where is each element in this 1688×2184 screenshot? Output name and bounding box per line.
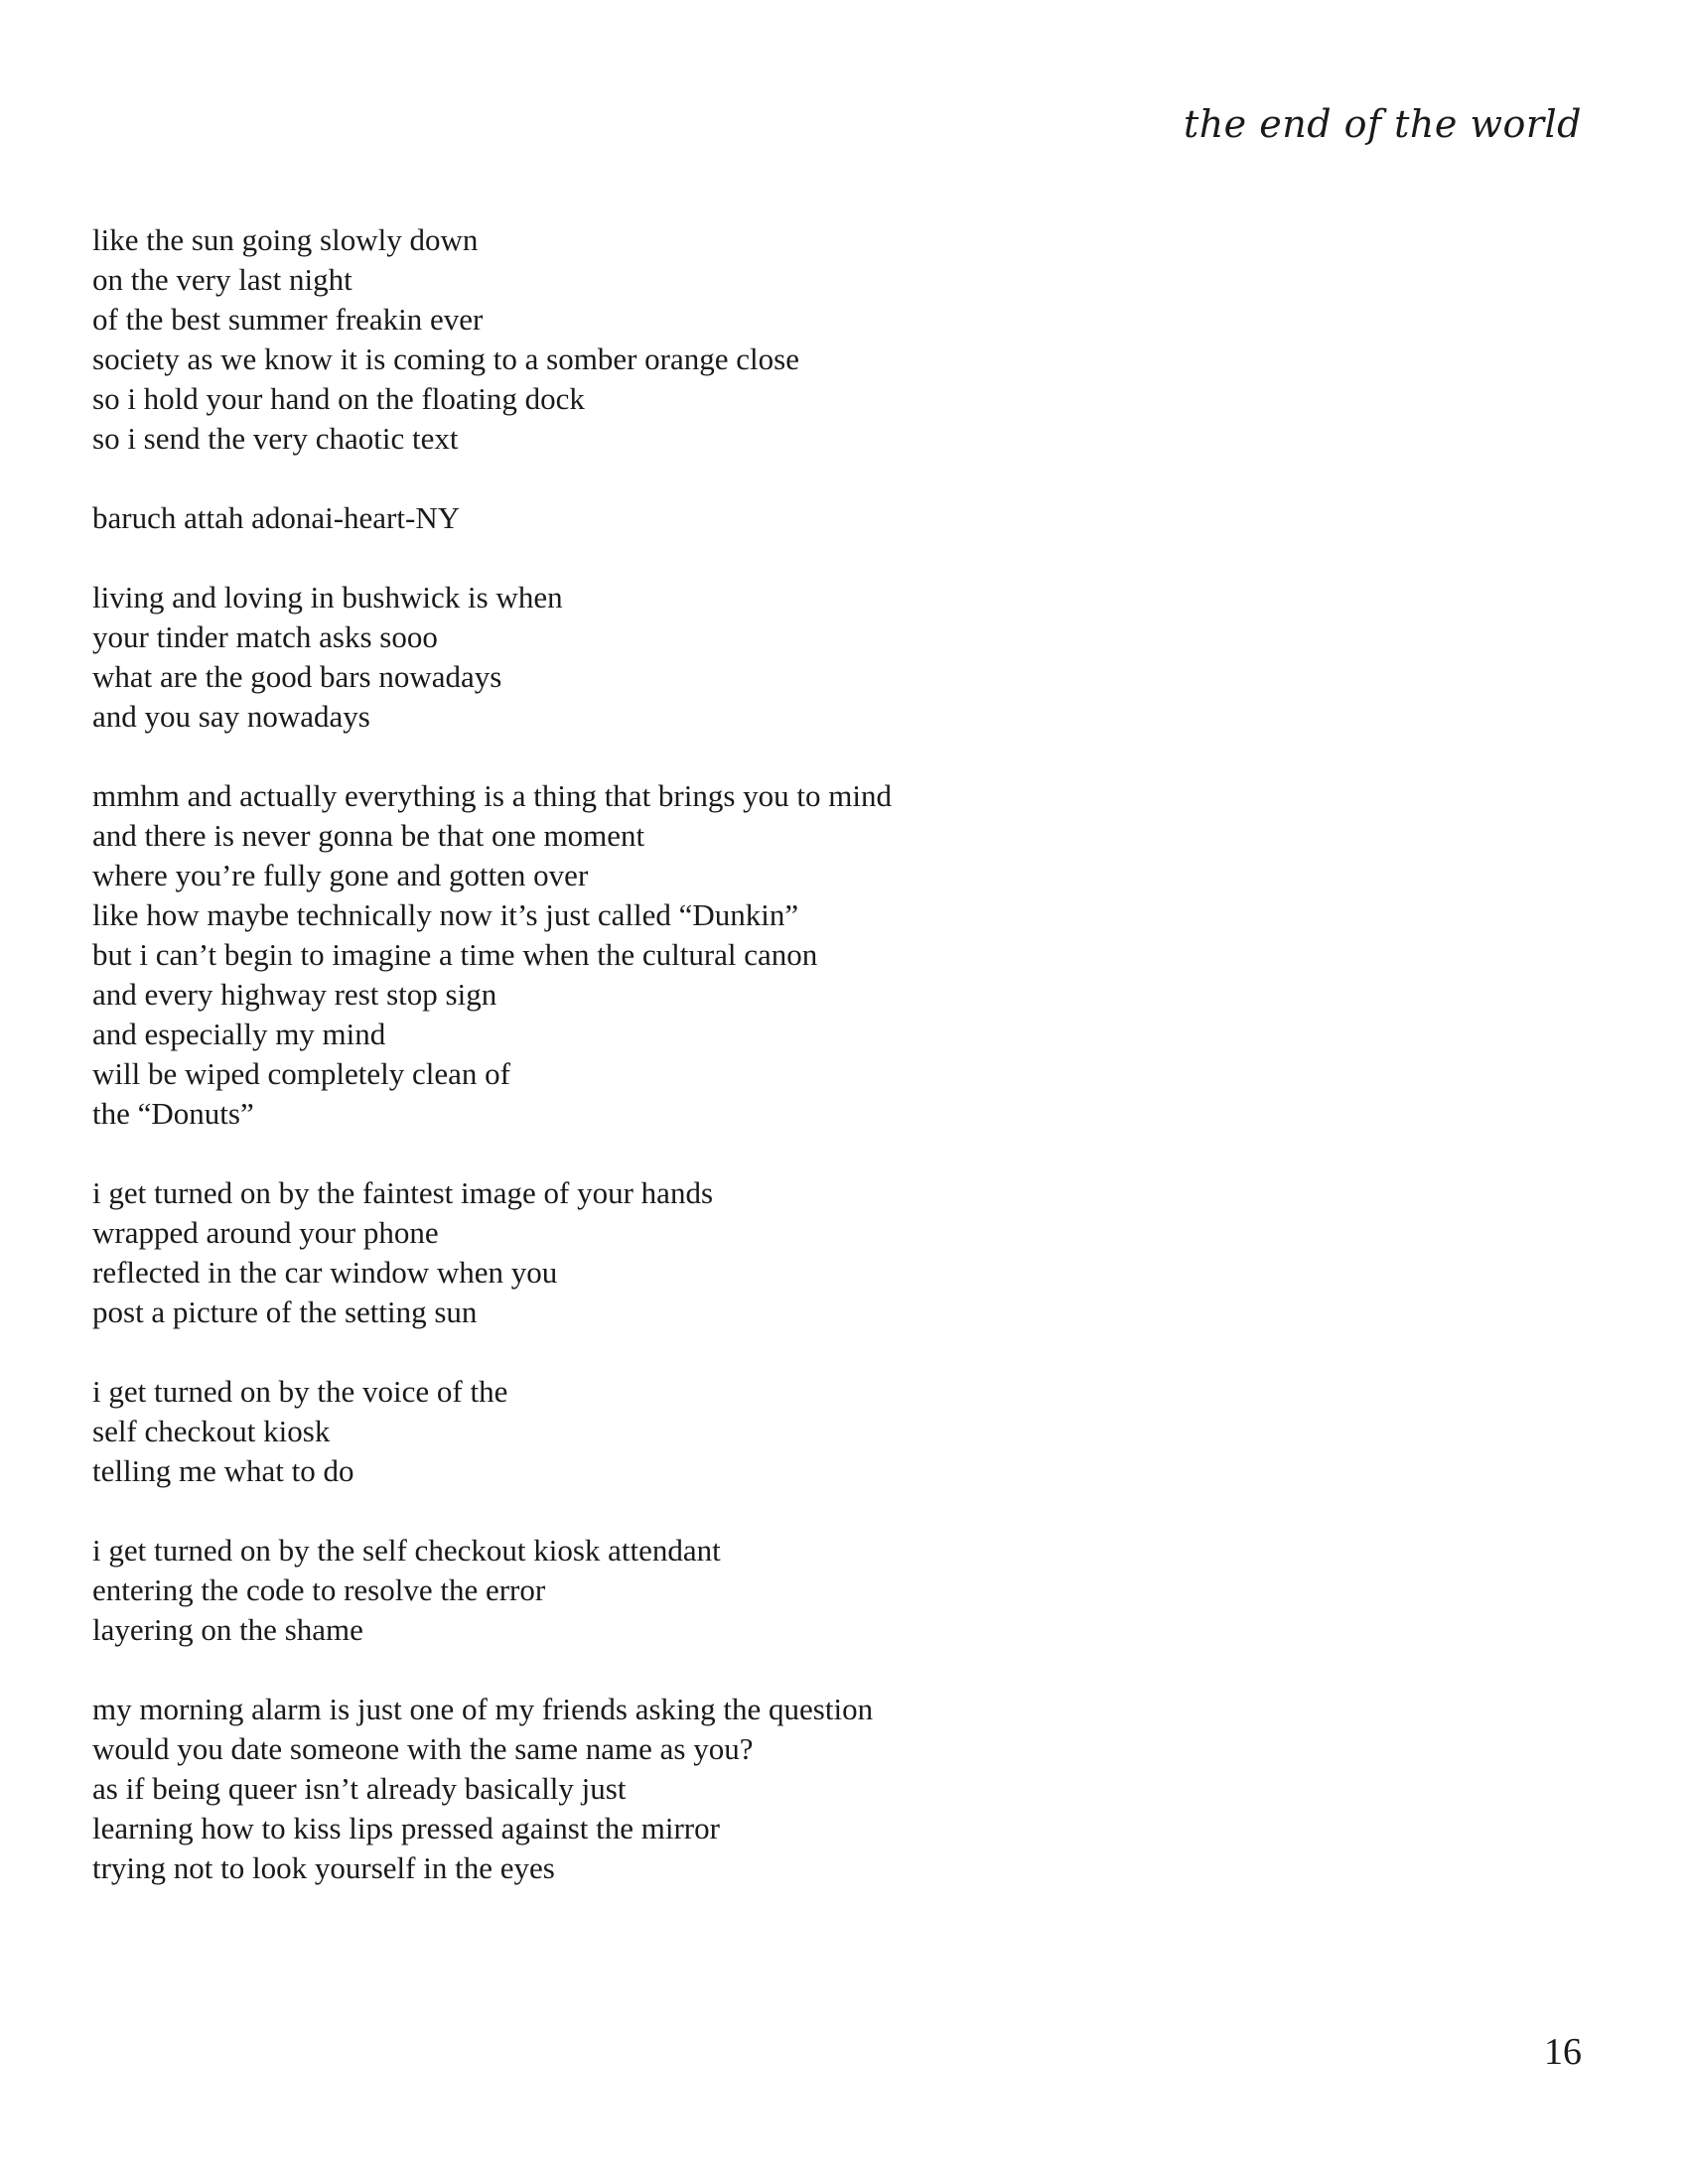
poem-line: where you’re fully gone and gotten over [92, 858, 589, 892]
stanza [92, 1690, 1383, 1888]
poem-line: of the best summer freakin ever [92, 302, 484, 337]
poem-line: baruch attah adonai-heart-NY [92, 500, 461, 535]
poem-line: will be wiped completely clean of [92, 1056, 510, 1091]
page-number: 16 [1544, 2031, 1582, 2073]
poem-line: living and loving in bushwick is when [92, 580, 563, 614]
poem-line: and especially my mind [92, 1017, 386, 1051]
poem-line: your tinder match asks sooo [92, 619, 438, 654]
stanza [92, 578, 1383, 737]
poem-line: wrapped around your phone [92, 1215, 439, 1250]
poem-line: what are the good bars nowadays [92, 659, 502, 694]
poem-line: i get turned on by the self checkout kiosk attendant [92, 1533, 721, 1568]
poem-line: mmhm and actually everything is a thing that brings you to mind [92, 778, 893, 813]
poem-line: but i can’t begin to imagine a time when the cultural canon [92, 937, 818, 972]
poem-line: like the sun going slowly down [92, 222, 479, 257]
stanza [92, 1531, 1383, 1650]
poem-line: telling me what to do [92, 1453, 354, 1488]
stanza [92, 498, 1383, 538]
stanza [92, 1372, 1383, 1491]
poem-body [92, 220, 1383, 1928]
poem-line: and there is never gonna be that one moment [92, 818, 645, 853]
poem-line: the “Donuts” [92, 1096, 254, 1131]
poem-line: and you say nowadays [92, 699, 370, 734]
poem-line: as if being queer isn’t already basically just [92, 1771, 627, 1806]
poem-line: would you date someone with the same name as you? [92, 1731, 754, 1766]
poem-line: reflected in the car window when you [92, 1255, 558, 1290]
stanza [92, 220, 1383, 459]
poem-line: on the very last night [92, 262, 352, 297]
poem-line: so i hold your hand on the floating dock [92, 381, 585, 416]
poem-line: trying not to look yourself in the eyes [92, 1850, 555, 1885]
poem-line: learning how to kiss lips pressed against the mirror [92, 1811, 720, 1845]
poem-line: i get turned on by the voice of the [92, 1374, 508, 1409]
poem-line: society as we know it is coming to a somber orange close [92, 341, 799, 376]
poem-line: so i send the very chaotic text [92, 421, 459, 456]
stanza [92, 776, 1383, 1134]
poem-line: like how maybe technically now it’s just called “Dunkin” [92, 897, 799, 932]
stanza [92, 1173, 1383, 1332]
poem-line: my morning alarm is just one of my friends asking the question [92, 1692, 874, 1726]
page-title: the end of the world [1183, 102, 1582, 146]
poem-line: entering the code to resolve the error [92, 1572, 546, 1607]
poem-line: post a picture of the setting sun [92, 1295, 478, 1329]
poem-line: i get turned on by the faintest image of your hands [92, 1175, 714, 1210]
poem-line: layering on the shame [92, 1612, 363, 1647]
poem-line: and every highway rest stop sign [92, 977, 497, 1012]
poem-line: self checkout kiosk [92, 1414, 331, 1448]
